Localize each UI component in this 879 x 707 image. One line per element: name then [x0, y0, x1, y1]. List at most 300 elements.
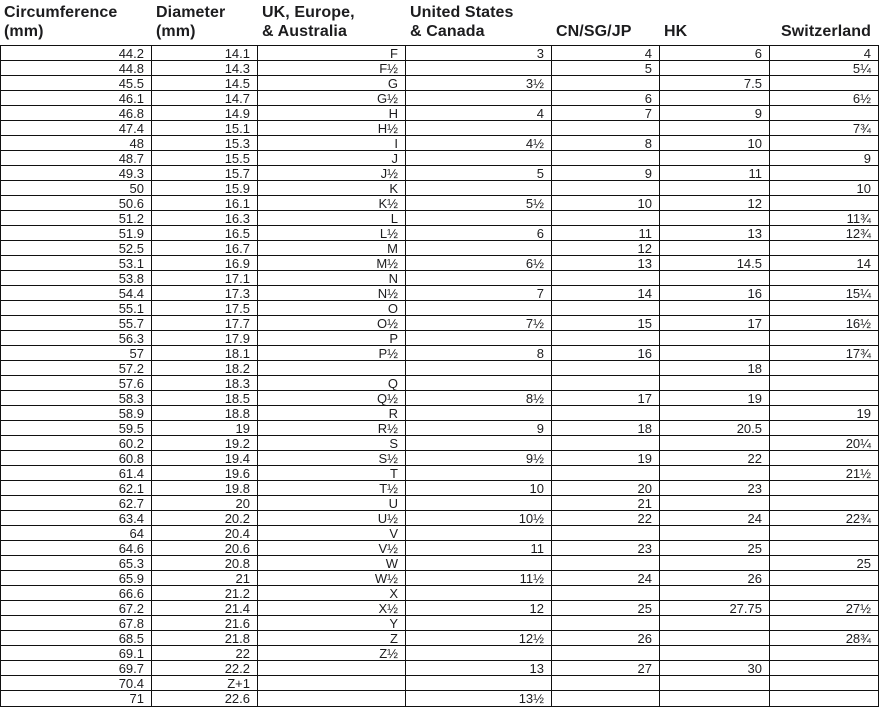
table-cell: [770, 76, 878, 90]
table-cell: 55.7: [1, 316, 152, 330]
table-cell: 7.5: [660, 76, 770, 90]
table-cell: 21½: [845, 466, 871, 480]
table-cell: [406, 151, 552, 165]
table-cell: J½: [258, 166, 406, 180]
table-row: [1, 676, 878, 691]
table-cell: Z: [258, 631, 406, 645]
table-cell: 23: [552, 541, 660, 555]
table-cell: [770, 301, 878, 315]
table-cell: 4: [552, 46, 660, 60]
table-cell: 55.1: [1, 301, 152, 315]
table-cell: 22¾: [845, 511, 871, 525]
table-cell: 4: [406, 106, 552, 120]
table-cell: 9: [863, 151, 871, 165]
table-row: [1, 151, 878, 166]
table-cell: K½: [258, 196, 406, 210]
table-cell: [552, 301, 660, 315]
table-row: [1, 181, 878, 196]
table-row: [1, 661, 878, 676]
table-cell: 20.2: [152, 511, 258, 525]
table-cell: 5: [552, 61, 660, 75]
table-cell: [770, 421, 878, 435]
table-cell: L: [258, 211, 406, 225]
table-cell: K: [258, 181, 406, 195]
table-cell: 21: [152, 571, 258, 585]
table-row: [1, 556, 878, 571]
table-cell: 12¾: [845, 226, 871, 240]
table-row: [1, 346, 878, 361]
table-cell: [770, 241, 878, 255]
table-row: [1, 511, 878, 526]
table-cell: [406, 61, 552, 75]
table-cell: 53.1: [1, 256, 152, 270]
table-cell: G½: [258, 91, 406, 105]
table-cell: [770, 646, 878, 660]
table-row: [1, 466, 878, 481]
table-cell: N½: [258, 286, 406, 300]
table-cell: 57: [1, 346, 152, 360]
table-cell: [552, 616, 660, 630]
table-cell: 71: [1, 691, 152, 706]
table-cell: J: [258, 151, 406, 165]
table-cell: 60.2: [1, 436, 152, 450]
table-cell: [552, 361, 660, 375]
table-cell: [770, 541, 878, 555]
table-cell: 9: [552, 166, 660, 180]
table-cell: M½: [258, 256, 406, 270]
table-cell: [660, 151, 770, 165]
table-row: [1, 61, 878, 76]
table-cell: 22: [660, 451, 770, 465]
table-cell: 15.5: [152, 151, 258, 165]
table-cell: U: [258, 496, 406, 510]
table-cell: [552, 271, 660, 285]
table-cell: [660, 376, 770, 390]
table-cell: 48: [1, 136, 152, 150]
table-cell: 8½: [406, 391, 552, 405]
table-cell: 6: [406, 226, 552, 240]
table-cell: 6: [660, 46, 770, 60]
table-cell: 28¾: [845, 631, 871, 645]
table-cell: 52.5: [1, 241, 152, 255]
column-header-us-canada: [406, 0, 552, 45]
table-cell: 22: [152, 646, 258, 660]
table-cell: 18: [552, 421, 660, 435]
table-cell: L½: [258, 226, 406, 240]
table-cell: 17.1: [152, 271, 258, 285]
table-cell: [258, 676, 406, 690]
table-cell: M: [258, 241, 406, 255]
table-row: [1, 436, 878, 451]
table-cell: [406, 586, 552, 600]
table-cell: 9½: [406, 451, 552, 465]
table-cell: [406, 616, 552, 630]
table-cell: 20: [152, 496, 258, 510]
table-cell: 14.9: [152, 106, 258, 120]
table-cell: [660, 526, 770, 540]
table-cell: U½: [258, 511, 406, 525]
table-cell: 17¾: [845, 346, 871, 360]
table-row: [1, 316, 878, 331]
table-cell: 51.9: [1, 226, 152, 240]
table-cell: [770, 376, 878, 390]
table-cell: [660, 181, 770, 195]
table-cell: [660, 556, 770, 570]
table-cell: [406, 646, 552, 660]
table-cell: [770, 271, 878, 285]
table-row: [1, 526, 878, 541]
table-cell: 12: [552, 241, 660, 255]
table-cell: [406, 181, 552, 195]
table-row: [1, 421, 878, 436]
table-cell: [660, 61, 770, 75]
table-row: [1, 46, 878, 61]
column-header-diameter: [152, 0, 258, 45]
table-cell: 17.5: [152, 301, 258, 315]
table-row: [1, 361, 878, 376]
table-cell: 17.7: [152, 316, 258, 330]
table-cell: 54.4: [1, 286, 152, 300]
column-header-uk-europe-australia: [258, 0, 406, 45]
table-cell: 46.8: [1, 106, 152, 120]
table-cell: [552, 121, 660, 135]
table-cell: 24: [660, 511, 770, 525]
table-row: [1, 541, 878, 556]
table-cell: 17: [552, 391, 660, 405]
table-cell: 70.4: [1, 676, 152, 690]
table-cell: [406, 361, 552, 375]
table-cell: [406, 241, 552, 255]
table-cell: 10½: [406, 511, 552, 525]
table-cell: Z+1: [152, 676, 258, 690]
table-cell: 19: [552, 451, 660, 465]
table-cell: 10: [552, 196, 660, 210]
table-cell: 26: [552, 631, 660, 645]
table-row: [1, 571, 878, 586]
table-cell: 49.3: [1, 166, 152, 180]
table-cell: 5¼: [852, 61, 871, 75]
table-cell: 10: [660, 136, 770, 150]
table-cell: T½: [258, 481, 406, 495]
table-cell: 44.8: [1, 61, 152, 75]
table-row: [1, 406, 878, 421]
table-cell: [552, 331, 660, 345]
table-cell: 22.6: [152, 691, 258, 706]
table-cell: [660, 211, 770, 225]
table-cell: 25: [856, 556, 871, 570]
table-cell: 24: [552, 571, 660, 585]
table-row: [1, 691, 878, 706]
table-cell: 5: [406, 166, 552, 180]
table-cell: [552, 376, 660, 390]
table-cell: 14: [856, 256, 871, 270]
table-row: [1, 76, 878, 91]
table-cell: X½: [258, 601, 406, 615]
table-cell: F½: [258, 61, 406, 75]
table-cell: 57.6: [1, 376, 152, 390]
table-cell: 13½: [406, 691, 552, 706]
table-cell: [660, 301, 770, 315]
column-header-cn-sg-jp: [552, 0, 660, 45]
table-row: [1, 601, 878, 616]
table-cell: 64.6: [1, 541, 152, 555]
table-row: [1, 331, 878, 346]
table-cell: 53.8: [1, 271, 152, 285]
table-cell: 8: [552, 136, 660, 150]
table-cell: [552, 526, 660, 540]
column-header-line2: HK: [664, 23, 688, 40]
table-cell: 21.6: [152, 616, 258, 630]
table-cell: 67.2: [1, 601, 152, 615]
table-cell: 59.5: [1, 421, 152, 435]
table-cell: [406, 91, 552, 105]
table-cell: 27½: [845, 601, 871, 615]
table-cell: 16.7: [152, 241, 258, 255]
table-cell: 18.1: [152, 346, 258, 360]
table-cell: 18.2: [152, 361, 258, 375]
table-cell: [552, 556, 660, 570]
column-header-line2: & Canada: [410, 23, 485, 40]
table-cell: 58.9: [1, 406, 152, 420]
table-cell: [660, 406, 770, 420]
table-cell: [660, 646, 770, 660]
table-cell: [660, 496, 770, 510]
table-cell: [406, 211, 552, 225]
table-cell: 20.4: [152, 526, 258, 540]
table-row: [1, 271, 878, 286]
table-cell: [660, 121, 770, 135]
table-cell: [660, 691, 770, 706]
table-cell: 26: [660, 571, 770, 585]
table-cell: N: [258, 271, 406, 285]
table-cell: 6½: [852, 91, 871, 105]
table-cell: [552, 676, 660, 690]
table-cell: H½: [258, 121, 406, 135]
table-cell: 11½: [406, 571, 552, 585]
table-row: [1, 226, 878, 241]
table-cell: [552, 466, 660, 480]
table-row: [1, 646, 878, 661]
table-cell: 16: [552, 346, 660, 360]
table-cell: O½: [258, 316, 406, 330]
table-cell: 19.2: [152, 436, 258, 450]
table-cell: 11: [552, 226, 660, 240]
table-cell: 50.6: [1, 196, 152, 210]
table-cell: 19.8: [152, 481, 258, 495]
table-cell: 15.7: [152, 166, 258, 180]
table-cell: 19: [856, 406, 871, 420]
table-cell: [660, 241, 770, 255]
table-cell: Q½: [258, 391, 406, 405]
column-header-line2: CN/SG/JP: [556, 23, 632, 40]
table-cell: 9: [406, 421, 552, 435]
table-cell: 16.5: [152, 226, 258, 240]
column-header-line1: [556, 3, 660, 22]
table-row: [1, 631, 878, 646]
table-cell: 14.7: [152, 91, 258, 105]
table-cell: [770, 616, 878, 630]
table-cell: 13: [552, 256, 660, 270]
table-cell: 3: [406, 46, 552, 60]
table-cell: [770, 586, 878, 600]
column-header-line1: UK, Europe,: [262, 4, 355, 21]
table-row: [1, 451, 878, 466]
table-cell: 14.5: [152, 76, 258, 90]
table-cell: 50: [1, 181, 152, 195]
column-header-switzerland: [770, 0, 879, 45]
table-row: [1, 481, 878, 496]
table-cell: 21: [552, 496, 660, 510]
table-cell: [406, 301, 552, 315]
table-cell: [770, 136, 878, 150]
table-cell: I: [258, 136, 406, 150]
table-cell: 16.3: [152, 211, 258, 225]
table-cell: W: [258, 556, 406, 570]
table-cell: 20.8: [152, 556, 258, 570]
table-cell: 51.2: [1, 211, 152, 225]
table-cell: [660, 631, 770, 645]
table-cell: 7: [406, 286, 552, 300]
table-cell: 16½: [845, 316, 871, 330]
table-row: [1, 586, 878, 601]
table-cell: 62.7: [1, 496, 152, 510]
table-row: [1, 496, 878, 511]
table-cell: [770, 691, 878, 706]
table-cell: T: [258, 466, 406, 480]
table-cell: [770, 196, 878, 210]
table-cell: 56.3: [1, 331, 152, 345]
table-cell: [552, 181, 660, 195]
table-cell: 27.75: [660, 601, 770, 615]
table-cell: 17: [660, 316, 770, 330]
table-cell: 66.6: [1, 586, 152, 600]
table-row: [1, 196, 878, 211]
table-cell: [552, 76, 660, 90]
table-cell: [552, 646, 660, 660]
table-cell: 11¾: [846, 211, 871, 225]
table-cell: 8: [406, 346, 552, 360]
table-cell: S: [258, 436, 406, 450]
table-cell: 18.8: [152, 406, 258, 420]
table-row: [1, 256, 878, 271]
table-cell: [660, 331, 770, 345]
table-cell: 61.4: [1, 466, 152, 480]
table-cell: 15.9: [152, 181, 258, 195]
table-cell: [406, 406, 552, 420]
table-cell: 10: [856, 181, 871, 195]
table-cell: 7¾: [852, 121, 871, 135]
column-header-line2: Switzerland: [780, 23, 871, 40]
table-cell: [258, 661, 406, 675]
table-cell: 69.7: [1, 661, 152, 675]
table-cell: 7: [552, 106, 660, 120]
table-cell: P½: [258, 346, 406, 360]
table-cell: [770, 361, 878, 375]
table-cell: 20: [552, 481, 660, 495]
table-header-row: [0, 0, 879, 45]
table-cell: 23: [660, 481, 770, 495]
table-cell: 4½: [406, 136, 552, 150]
table-cell: [406, 436, 552, 450]
table-cell: [660, 616, 770, 630]
table-cell: [406, 556, 552, 570]
table-cell: [770, 166, 878, 180]
table-cell: [770, 331, 878, 345]
table-cell: 22.2: [152, 661, 258, 675]
table-cell: [660, 346, 770, 360]
table-cell: [660, 676, 770, 690]
table-cell: [770, 391, 878, 405]
table-cell: 46.1: [1, 91, 152, 105]
table-cell: H: [258, 106, 406, 120]
table-cell: 15.3: [152, 136, 258, 150]
column-header-line2: & Australia: [262, 23, 347, 40]
table-row: [1, 391, 878, 406]
table-cell: 25: [660, 541, 770, 555]
table-cell: [660, 586, 770, 600]
table-cell: 21.2: [152, 586, 258, 600]
table-cell: [770, 451, 878, 465]
table-cell: 16.1: [152, 196, 258, 210]
table-cell: 11: [406, 541, 552, 555]
table-cell: F: [258, 46, 406, 60]
table-row: [1, 616, 878, 631]
table-cell: [406, 676, 552, 690]
table-cell: 69.1: [1, 646, 152, 660]
table-cell: [552, 691, 660, 706]
table-cell: Y: [258, 616, 406, 630]
table-cell: 3½: [406, 76, 552, 90]
table-cell: [406, 121, 552, 135]
table-row: [1, 136, 878, 151]
table-cell: P: [258, 331, 406, 345]
table-cell: 19.6: [152, 466, 258, 480]
table-cell: 68.5: [1, 631, 152, 645]
table-cell: 45.5: [1, 76, 152, 90]
table-cell: 14.1: [152, 46, 258, 60]
column-header-line1: United States: [410, 4, 514, 21]
table-row: [1, 301, 878, 316]
table-cell: 14.5: [660, 256, 770, 270]
table-cell: [770, 481, 878, 495]
table-cell: [552, 406, 660, 420]
table-row: [1, 91, 878, 106]
table-cell: [660, 466, 770, 480]
table-cell: 4: [863, 46, 871, 60]
table-cell: [406, 496, 552, 510]
table-cell: 11: [660, 166, 770, 180]
column-header-circumference: [0, 0, 152, 45]
table-row: [1, 241, 878, 256]
table-cell: [258, 691, 406, 706]
table-cell: [770, 496, 878, 510]
table-cell: 14.3: [152, 61, 258, 75]
table-cell: 17.9: [152, 331, 258, 345]
table-cell: 44.2: [1, 46, 152, 60]
table-cell: [660, 91, 770, 105]
table-cell: 62.1: [1, 481, 152, 495]
table-cell: 18.3: [152, 376, 258, 390]
table-cell: 16: [660, 286, 770, 300]
table-cell: 5½: [406, 196, 552, 210]
column-header-line2: (mm): [156, 23, 196, 40]
table-cell: [406, 466, 552, 480]
table-cell: 17.3: [152, 286, 258, 300]
table-cell: Z½: [258, 646, 406, 660]
table-cell: 15: [552, 316, 660, 330]
table-cell: 19: [152, 421, 258, 435]
table-cell: [552, 151, 660, 165]
